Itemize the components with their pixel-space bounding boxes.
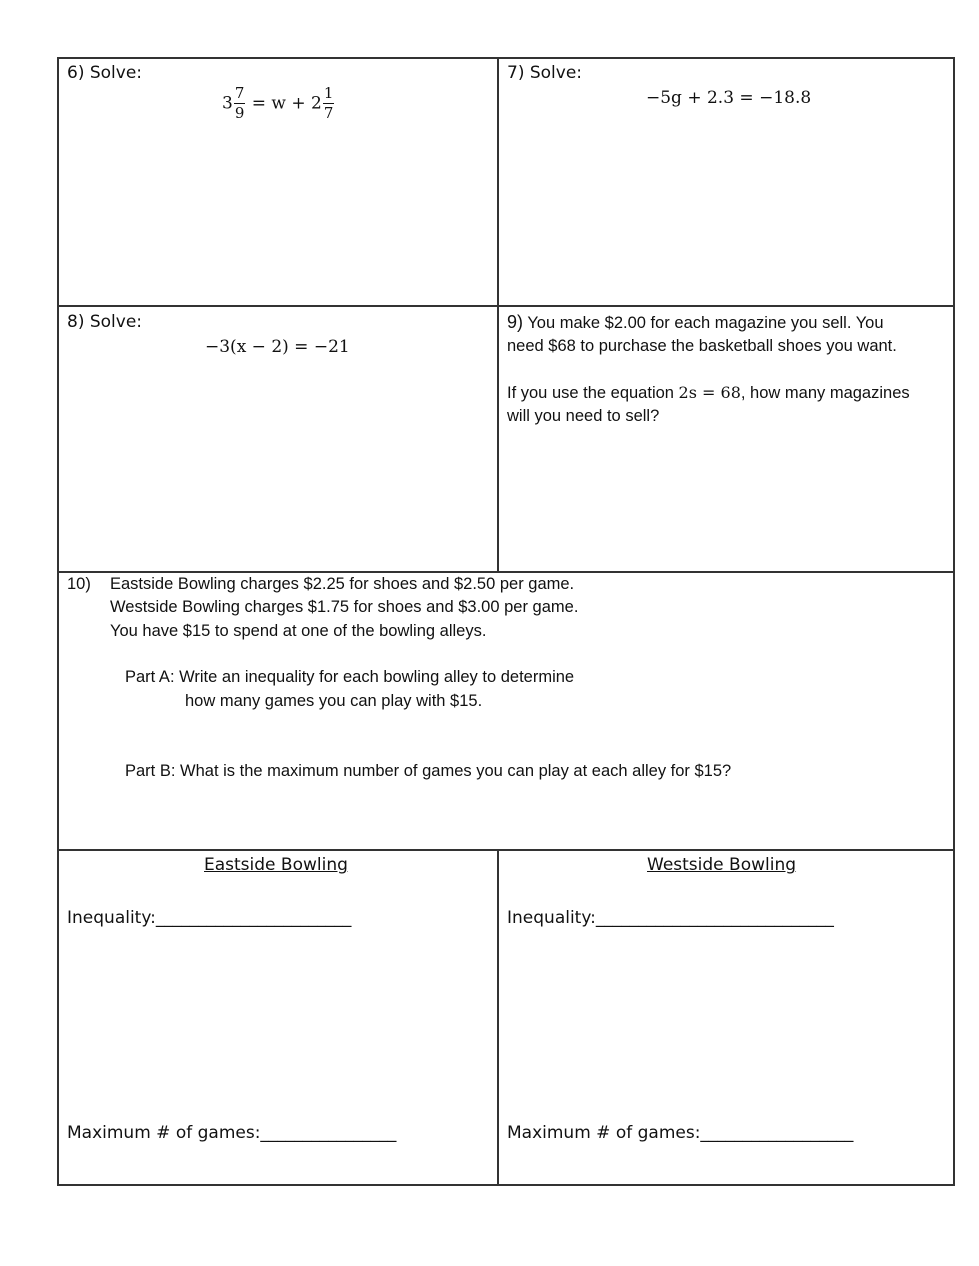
q9-line4: will you need to sell?: [507, 407, 660, 425]
q10-part-a-line2: how many games you can play with $15.: [185, 692, 483, 710]
westside-title: Westside Bowling: [647, 855, 797, 875]
westside-max-games-field[interactable]: Maximum # of games:__________________: [507, 1123, 854, 1143]
divider-row2: [57, 571, 955, 573]
q6-number: 6): [67, 63, 85, 83]
eastside-max-games-field[interactable]: Maximum # of games:________________: [67, 1123, 397, 1143]
q10-line1: Eastside Bowling charges $2.25 for shoes and $2.50 per game.: [110, 575, 575, 593]
q9-line1: You make $2.00 for each magazine you sell. You: [527, 314, 884, 332]
eastside-title: Eastside Bowling: [204, 855, 348, 875]
q9-equation: 2s = 68: [678, 383, 741, 402]
divider-bottom-vertical: [497, 849, 499, 1186]
divider-row3: [57, 849, 955, 851]
eastside-inequality-field[interactable]: Inequality:_______________________: [67, 908, 352, 928]
q8-label: Solve:: [89, 312, 143, 332]
q7-number: 7): [507, 63, 525, 83]
q8-number: 8): [67, 312, 85, 332]
q6-mid: = w + 2: [251, 93, 322, 114]
westside-inequality-field[interactable]: Inequality:____________________________: [507, 908, 834, 928]
q10-part-a-line1: Part A: Write an inequality for each bowling alley to determine: [125, 668, 575, 686]
q10-line3: You have $15 to spend at one of the bowling alleys.: [110, 622, 487, 640]
q6-whole1: 3: [222, 93, 233, 114]
divider-top-vertical: [497, 57, 499, 572]
q6-fraction-2: $\frac{1}{7}$: [323, 84, 334, 122]
q7-equation: −5g + 2.3 = −18.8: [646, 88, 812, 108]
q10-number: 10): [67, 575, 91, 593]
q6-fraction-1: $\frac{7}{9}$: [234, 84, 245, 122]
q6-label: Solve:: [89, 63, 143, 83]
q9-number: 9): [507, 312, 524, 332]
q9-line3-suffix: , how many magazines: [740, 384, 910, 402]
q10-part-b: Part B: What is the maximum number of games you can play at each alley for $15?: [125, 762, 732, 780]
q6-equation: [222, 86, 335, 121]
q10-line2: Westside Bowling charges $1.75 for shoes and $3.00 per game.: [110, 598, 579, 616]
q8-equation: −3(x − 2) = −21: [205, 337, 350, 357]
q7-label: Solve:: [529, 63, 583, 83]
q9-line3-prefix: If you use the equation: [507, 384, 679, 402]
q9-line2: need $68 to purchase the basketball shoes you want.: [507, 337, 897, 355]
divider-row1: [57, 305, 955, 307]
